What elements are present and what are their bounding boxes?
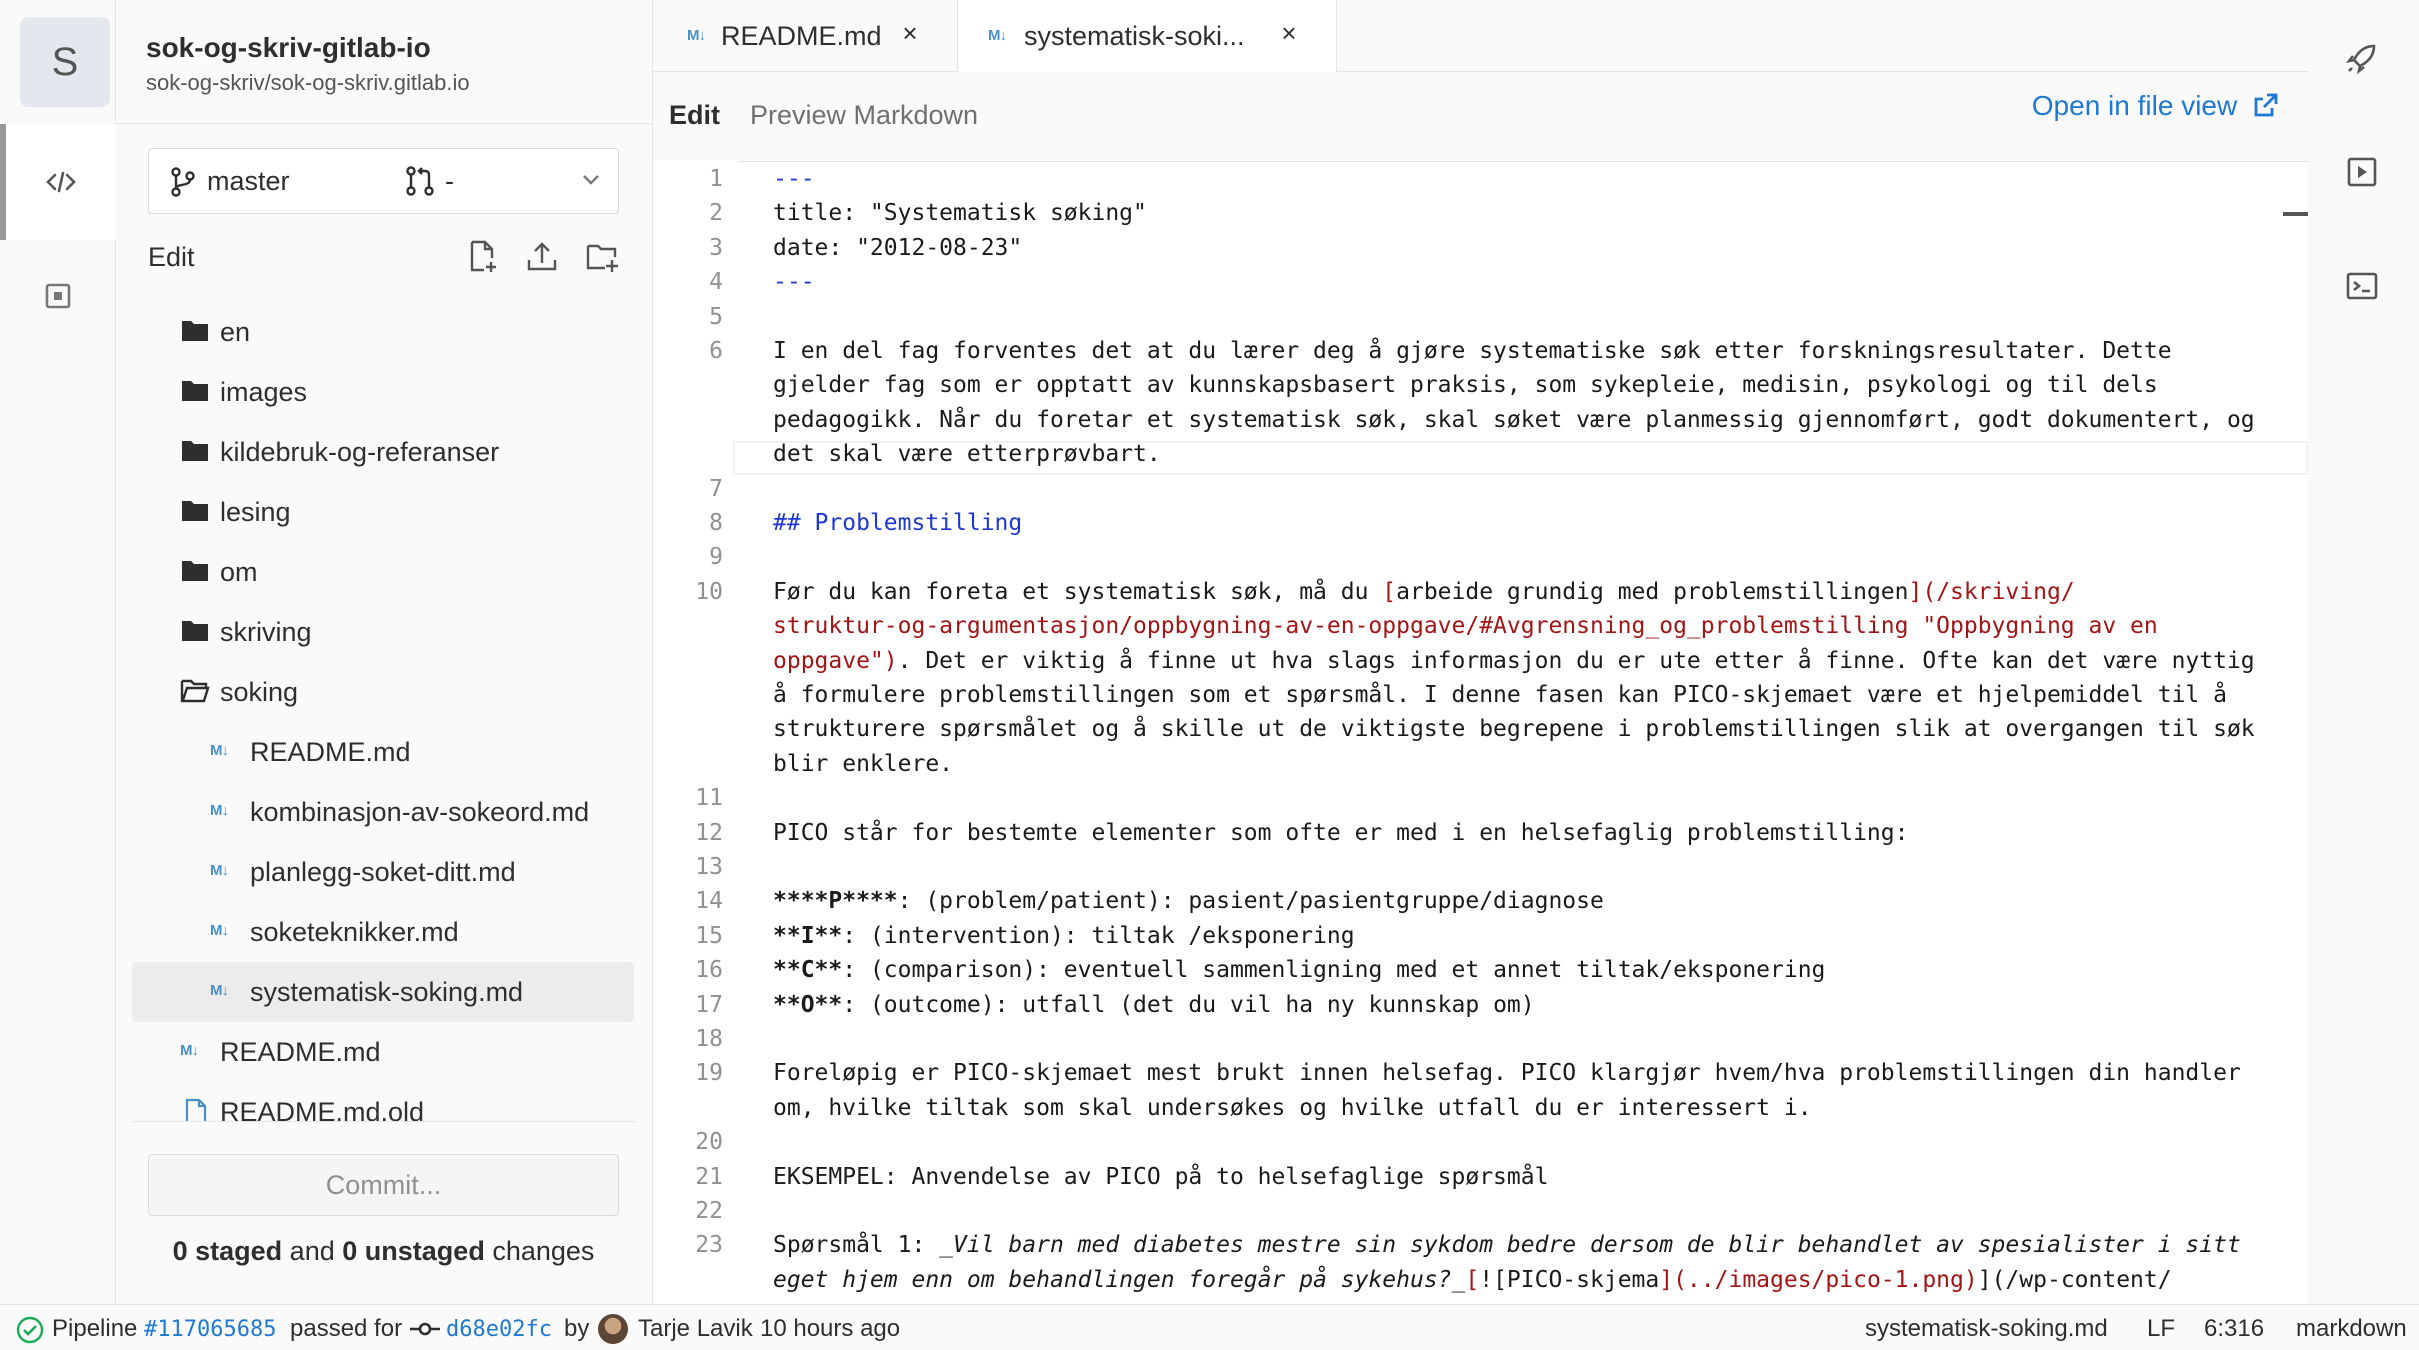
activity-bar [0, 0, 116, 1304]
tree-file-soking-readme[interactable]: M↓ README.md [210, 737, 411, 767]
editor-tabs [653, 0, 2309, 72]
status-eol: LF [2147, 1315, 2176, 1342]
status-file-name: systematisk-soking.md [1865, 1315, 2108, 1342]
tree-folder-lesing[interactable]: lesing [132, 482, 634, 542]
tree-file-kombinasjon-av-sokeord[interactable]: M↓ kombinasjon-av-sokeord.md [210, 797, 590, 827]
code-icon [45, 166, 77, 198]
branch-selector[interactable] [148, 148, 619, 214]
line-number: 1 [709, 166, 723, 192]
line-number: 3 [709, 234, 723, 261]
code-line[interactable]: struktur-og-argumentasjon/oppbygning-av-en-oppgave/#Avgrensning_og_problemstilling "Oppbygning av en [773, 613, 2158, 640]
file-review-icon [42, 280, 74, 312]
line-number: 22 [695, 1198, 723, 1224]
new-directory-icon[interactable] [584, 238, 620, 274]
pipeline-passed-icon [16, 1316, 44, 1344]
line-number: 10 [695, 578, 723, 605]
code-line[interactable]: **I**: (intervention): tiltak /eksponering [773, 922, 1355, 949]
line-number: 20 [695, 1129, 723, 1156]
edit-mode-button[interactable] [0, 124, 116, 240]
markdown-icon: M↓ [210, 982, 228, 999]
line-number: 9 [709, 544, 723, 571]
line-number: 17 [695, 991, 723, 1018]
merge-request-icon [405, 165, 435, 197]
code-line[interactable]: å formulere problemstillingen som et spørsmål. I denne fasen kan PICO-skjemaet være et hjelpemiddel til å [773, 682, 2227, 708]
folder-icon [180, 498, 210, 524]
code-line[interactable]: strukturere spørsmålet og å skille ut de viktigste begrepene i problemstillingen slik at overgangen til søk [773, 716, 2255, 743]
code-line[interactable]: title: "Systematisk søking" [773, 200, 1147, 227]
line-number: 13 [695, 854, 723, 880]
markdown-icon: M↓ [210, 862, 228, 879]
line-number: 18 [695, 1026, 723, 1052]
tree-folder-en[interactable]: en [132, 302, 634, 362]
tab-preview-markdown[interactable]: Preview Markdown [750, 100, 979, 130]
status-bar: Pipeline #117065685 passed for d68e02fc by Tarje Lavik 10 hours ago systematisk-soking.md LF 6:316 markdown [0, 1304, 2419, 1350]
external-link-icon [2253, 92, 2279, 118]
tab-readme[interactable]: M↓ README.md × [653, 0, 957, 72]
branch-icon [169, 167, 197, 197]
merge-request-value: - [445, 166, 454, 196]
branch-name: master [207, 166, 290, 196]
line-number: 5 [709, 303, 723, 330]
close-icon[interactable]: × [1281, 18, 1297, 48]
code-line[interactable]: gjelder fag som er opptatt av kunnskapsbasert praksis, som sykepleie, medisin, psykologi og til dels [773, 372, 2158, 399]
status-cursor-position: 6:316 [2204, 1315, 2265, 1342]
new-file-icon[interactable] [464, 238, 500, 274]
author-name[interactable]: Tarje Lavik [638, 1315, 753, 1342]
changes-summary: 0 staged and 0 unstaged changes [172, 1236, 595, 1266]
line-number: 14 [695, 888, 723, 915]
code-line[interactable]: oppgave"). Det er viktig å finne ut hva slags informasjon du er ute etter å finne. Ofte kan det være nyttig [773, 647, 2255, 674]
open-in-file-view-link[interactable]: Open in file view [2032, 90, 2279, 122]
file-tree [132, 290, 636, 1122]
line-number: 15 [695, 922, 723, 949]
tree-folder-soking[interactable]: soking [132, 662, 634, 722]
close-icon[interactable]: × [902, 18, 918, 48]
code-line[interactable]: om, hvilke tiltak som skal undersøkes og hvilke utfall du er interessert i. [773, 1094, 1812, 1121]
tree-folder-images[interactable]: images [132, 362, 634, 422]
commit-icon [410, 1321, 440, 1337]
folder-icon [180, 378, 210, 404]
tree-file-readme-old[interactable]: README.md.old [132, 1082, 634, 1122]
tree-folder-om[interactable]: om [132, 542, 634, 602]
line-number: 7 [709, 475, 723, 502]
code-line[interactable]: I en del fag forventes det at du lærer deg å gjøre systematiske søk etter forskningsresultater. Dette [773, 338, 2172, 364]
markdown-icon: M↓ [687, 27, 705, 44]
line-number: 11 [695, 785, 723, 812]
tree-folder-kildebruk-og-referanser[interactable]: kildebruk-og-referanser [132, 422, 634, 482]
line-number: 2 [709, 200, 723, 227]
status-language: markdown [2296, 1315, 2407, 1342]
markdown-icon: M↓ [210, 742, 228, 759]
markdown-icon: M↓ [988, 27, 1006, 44]
commit-button[interactable]: Commit... [148, 1154, 619, 1216]
code-line[interactable]: EKSEMPEL: Anvendelse av PICO på to helsefaglige spørsmål [773, 1163, 1549, 1190]
file-icon [182, 1098, 212, 1122]
rocket-icon[interactable] [2344, 40, 2380, 76]
code-line[interactable]: **O**: (outcome): utfall (det du vil ha ny kunnskap om) [773, 991, 1535, 1018]
line-number: 19 [695, 1060, 723, 1087]
line-number: 6 [709, 338, 723, 364]
project-name[interactable]: sok-og-skriv-gitlab-io [146, 32, 431, 63]
code-line[interactable]: **C**: (comparison): eventuell sammenligning med et annet tiltak/eksponering [773, 957, 1826, 984]
pipeline-link[interactable]: #117065685 [144, 1317, 277, 1342]
editor-area [652, 0, 2308, 1304]
commit-link[interactable]: d68e02fc [446, 1317, 552, 1342]
terminal-icon[interactable] [2344, 268, 2380, 304]
code-line[interactable]: eget hjem enn om behandlingen foregår på sykehus?_[![PICO-skjema](../images/pico-1.png)](/wp-content/ [773, 1266, 2172, 1293]
markdown-icon: M↓ [210, 922, 228, 939]
code-line[interactable]: date: "2012-08-23" [773, 234, 1023, 261]
code-line[interactable]: PICO står for bestemte elementer som ofte er med i en helsefaglig problemstilling: [773, 819, 1909, 846]
folder-icon [180, 438, 210, 464]
code-line[interactable]: blir enklere. [773, 750, 954, 777]
tree-file-planlegg-soket-ditt[interactable]: M↓ planlegg-soket-ditt.md [210, 857, 516, 887]
review-mode-button[interactable] [0, 238, 116, 354]
tree-folder-skriving[interactable]: skriving [132, 602, 634, 662]
right-sidebar [2308, 0, 2419, 1304]
tab-edit[interactable]: Edit [669, 100, 720, 130]
code-line[interactable]: Før du kan foreta et systematisk søk, må du [arbeide grundig med problemstillingen](/skriving/ [773, 578, 2075, 605]
tree-file-soketeknikker[interactable]: M↓ soketeknikker.md [210, 917, 459, 947]
line-number: 21 [695, 1163, 723, 1190]
author-avatar [598, 1314, 628, 1344]
markdown-icon: M↓ [210, 802, 228, 819]
tree-file-readme[interactable]: M↓ README.md [180, 1037, 381, 1067]
chevron-down-icon [581, 173, 601, 187]
tree-file-systematisk-soking[interactable]: M↓ systematisk-soking.md [132, 962, 634, 1022]
code-line[interactable]: ## Problemstilling [773, 510, 1023, 536]
code-line[interactable]: Foreløpig er PICO-skjemaet mest brukt innen helsefag. PICO klargjør hvem/hva problemstillingen din handler [773, 1060, 2241, 1087]
folder-icon [180, 558, 210, 584]
folder-open-icon [180, 678, 210, 704]
file-tree-title: Edit [148, 242, 195, 272]
play-icon[interactable] [2344, 154, 2380, 190]
upload-icon[interactable] [524, 238, 560, 274]
line-number: 4 [709, 269, 723, 296]
code-line[interactable]: --- [773, 166, 815, 192]
line-number: 8 [709, 510, 723, 536]
code-line[interactable]: ****P****: (problem/patient): pasient/pasientgruppe/diagnose [773, 888, 1604, 915]
folder-icon [180, 318, 210, 344]
code-editor[interactable] [653, 162, 2309, 1304]
line-number: 12 [695, 819, 723, 846]
project-header [116, 0, 652, 124]
line-number: 23 [695, 1232, 723, 1259]
markdown-icon: M↓ [180, 1042, 198, 1059]
code-line[interactable]: Spørsmål 1: _Vil barn med diabetes mestre sin sykdom bedre dersom de blir behandlet av spesialister i sitt [773, 1232, 2241, 1259]
code-line[interactable]: det skal være etterprøvbart. [773, 441, 1161, 468]
code-line[interactable]: --- [773, 269, 815, 296]
line-number: 16 [695, 957, 723, 984]
scrollbar-marker[interactable] [2283, 212, 2309, 216]
project-path: sok-og-skriv/sok-og-skriv.gitlab.io [146, 70, 470, 95]
folder-icon [180, 618, 210, 644]
editor-mode-bar [653, 72, 2309, 162]
code-line[interactable]: pedagogikk. Når du foretar et systematisk søk, skal søket være planmessig gjennomført, godt dokumentert, og [773, 406, 2255, 433]
project-avatar[interactable]: S [20, 17, 110, 107]
tab-systematisk-soking[interactable]: M↓ systematisk-soki... × [957, 0, 1337, 73]
file-tree-header [148, 238, 619, 280]
